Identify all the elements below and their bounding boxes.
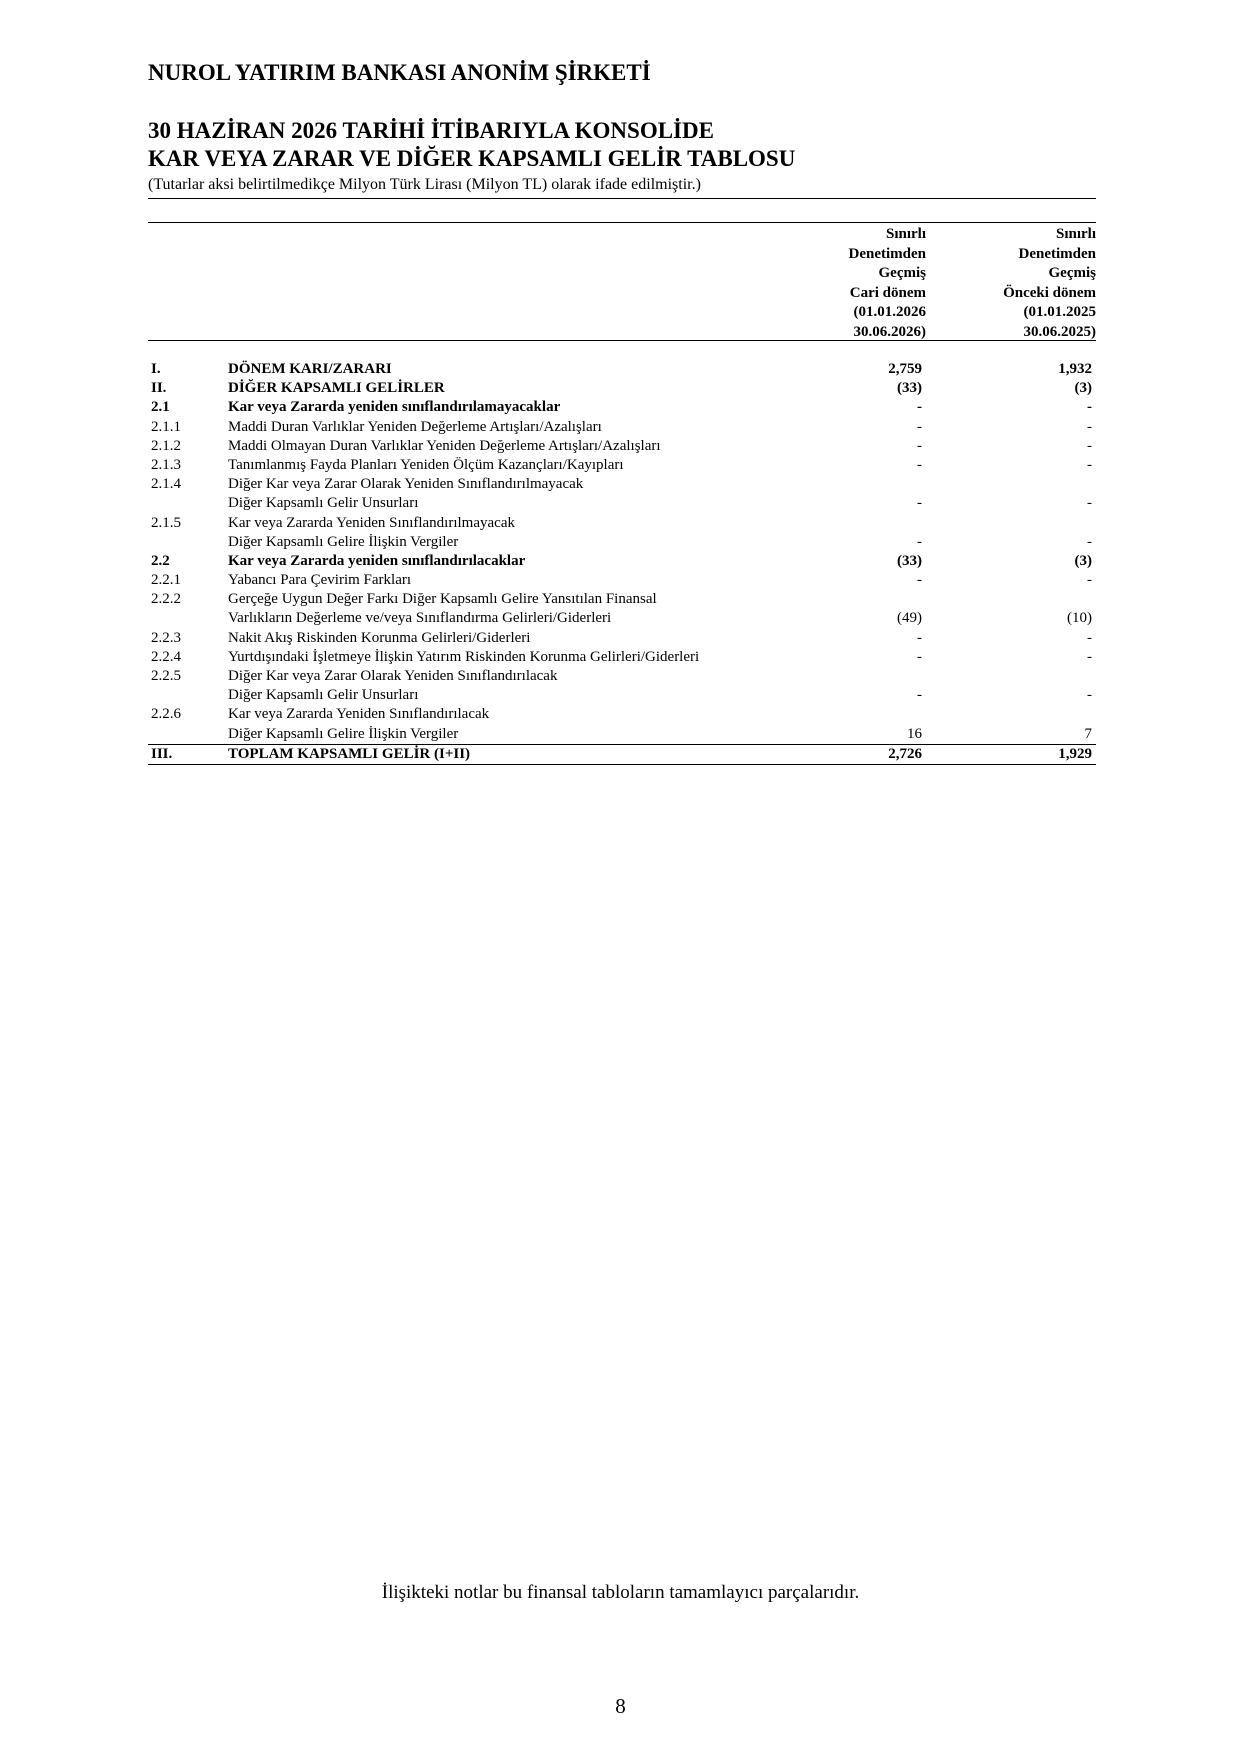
row-label: Tanımlanmış Fayda Planları Yeniden Ölçüm Kazançları/Kayıpları bbox=[228, 456, 624, 473]
row-label: Kar veya Zararda Yeniden Sınıflandırılmayacak bbox=[228, 514, 515, 531]
row-code: 2.1.1 bbox=[151, 418, 181, 435]
current-period-value: 2,759 bbox=[888, 361, 922, 377]
row-label: Kar veya Zararda yeniden sınıflandırılamayacaklar bbox=[228, 399, 561, 416]
table-row bbox=[148, 533, 1096, 552]
prior-period-value: - bbox=[1087, 533, 1092, 550]
row-label: TOPLAM KAPSAMLI GELİR (I+II) bbox=[228, 745, 471, 762]
row-code: I. bbox=[151, 361, 161, 377]
prior-period-value: - bbox=[1087, 495, 1092, 512]
table-row bbox=[148, 552, 1096, 571]
prior-period-value: (3) bbox=[1074, 552, 1092, 569]
row-code: 2.2.2 bbox=[151, 591, 181, 608]
prior-period-value: - bbox=[1087, 572, 1092, 589]
column-header-line: Sınırlı bbox=[885, 226, 926, 242]
total-row bbox=[148, 744, 1096, 765]
column-header-line: Geçmiş bbox=[878, 265, 926, 281]
row-code: 2.2.4 bbox=[151, 648, 181, 665]
row-label: Diğer Kapsamlı Gelire İlişkin Vergiler bbox=[228, 725, 459, 742]
table-row bbox=[148, 705, 1096, 724]
column-header-prior bbox=[946, 225, 1096, 342]
row-code: 2.2 bbox=[151, 552, 170, 569]
row-label: Kar veya Zararda yeniden sınıflandırılacaklar bbox=[228, 552, 526, 569]
row-code: 2.1.5 bbox=[151, 514, 181, 531]
table-row bbox=[148, 437, 1096, 456]
header-top-rule bbox=[148, 222, 1096, 223]
column-header-line: Önceki dönem bbox=[1003, 284, 1096, 301]
column-header-line: Geçmiş bbox=[1048, 265, 1096, 281]
column-header-line: 30.06.2025) bbox=[1023, 323, 1096, 340]
table-row bbox=[148, 667, 1096, 686]
row-label: Maddi Olmayan Duran Varlıklar Yeniden Değerleme Artışları/Azalışları bbox=[228, 437, 661, 454]
prior-period-value: (10) bbox=[1067, 610, 1092, 627]
table-row bbox=[148, 590, 1096, 609]
table-row bbox=[148, 398, 1096, 417]
row-label: Diğer Kar veya Zarar Olarak Yeniden Sınıflandırılacak bbox=[228, 668, 558, 684]
current-period-value: - bbox=[917, 456, 922, 473]
row-label: Nakit Akış Riskinden Korunma Gelirleri/Giderleri bbox=[228, 629, 531, 646]
table-row bbox=[148, 475, 1096, 494]
current-period-value: - bbox=[917, 629, 922, 646]
current-period-value: - bbox=[917, 572, 922, 589]
prior-period-value: (3) bbox=[1074, 380, 1092, 397]
row-label: Yabancı Para Çevirim Farkları bbox=[228, 572, 412, 589]
page-number: 8 bbox=[615, 1694, 626, 1718]
column-header-line: Denetimden bbox=[848, 245, 926, 262]
row-label: Diğer Kapsamlı Gelir Unsurları bbox=[228, 687, 419, 704]
current-period-value: (33) bbox=[897, 552, 922, 569]
column-header-line: (01.01.2025 bbox=[1023, 304, 1096, 320]
row-code: III. bbox=[151, 745, 173, 762]
current-period-value: (49) bbox=[897, 610, 922, 627]
table-row bbox=[148, 360, 1096, 379]
company-name: NUROL YATIRIM BANKASI ANONİM ŞİRKETİ bbox=[148, 60, 651, 85]
income-statement-table bbox=[148, 360, 1096, 765]
row-code: II. bbox=[151, 380, 167, 397]
row-label: Diğer Kapsamlı Gelir Unsurları bbox=[228, 495, 419, 512]
top-rule bbox=[148, 198, 1096, 199]
table-row bbox=[148, 379, 1096, 398]
table-row bbox=[148, 514, 1096, 533]
row-code: 2.2.6 bbox=[151, 706, 181, 723]
table-row bbox=[148, 686, 1096, 705]
column-header-line: (01.01.2026 bbox=[853, 304, 926, 320]
table-row bbox=[148, 494, 1096, 513]
table-row bbox=[148, 629, 1096, 648]
header-bottom-rule bbox=[148, 340, 1096, 341]
prior-period-value: 1,929 bbox=[1058, 745, 1092, 762]
row-code: 2.2.1 bbox=[151, 572, 181, 589]
row-label: Diğer Kapsamlı Gelire İlişkin Vergiler bbox=[228, 533, 459, 550]
row-code: 2.1.4 bbox=[151, 476, 181, 493]
prior-period-value: - bbox=[1087, 687, 1092, 704]
row-code: 2.2.5 bbox=[151, 668, 181, 684]
row-label: DÖNEM KARI/ZARARI bbox=[228, 361, 392, 377]
table-row bbox=[148, 456, 1096, 475]
row-code: 2.1 bbox=[151, 399, 170, 416]
current-period-value: 2,726 bbox=[888, 745, 922, 762]
column-header-line: Cari dönem bbox=[849, 284, 926, 301]
row-code: 2.2.3 bbox=[151, 629, 181, 646]
current-period-value: - bbox=[917, 399, 922, 416]
statement-title-line2: KAR VEYA ZARAR VE DİĞER KAPSAMLI GELİR TABLOSU bbox=[148, 146, 796, 171]
current-period-value: - bbox=[917, 687, 922, 704]
row-label: DİĞER KAPSAMLI GELİRLER bbox=[228, 380, 445, 397]
current-period-value: - bbox=[917, 533, 922, 550]
row-label: Diğer Kar veya Zarar Olarak Yeniden Sınıflandırılmayacak bbox=[228, 476, 584, 493]
statement-title-line1: 30 HAZİRAN 2026 TARİHİ İTİBARIYLA KONSOLİDE bbox=[148, 118, 714, 143]
current-period-value: 16 bbox=[907, 725, 922, 742]
table-row bbox=[148, 725, 1096, 744]
row-label: Maddi Duran Varlıklar Yeniden Değerleme Artışları/Azalışları bbox=[228, 418, 602, 435]
column-header-line: Sınırlı bbox=[1055, 226, 1096, 242]
column-header-line: Denetimden bbox=[1018, 245, 1096, 262]
prior-period-value: 7 bbox=[1084, 725, 1092, 742]
prior-period-value: - bbox=[1087, 629, 1092, 646]
table-row bbox=[148, 648, 1096, 667]
table-row bbox=[148, 609, 1096, 628]
prior-period-value: - bbox=[1087, 418, 1092, 435]
row-label: Kar veya Zararda Yeniden Sınıflandırılacak bbox=[228, 706, 490, 723]
statement-subtitle: (Tutarlar aksi belirtilmedikçe Milyon Türk Lirası (Milyon TL) olarak ifade edilmiştir.) bbox=[148, 176, 701, 193]
row-label: Yurtdışındaki İşletmeye İlişkin Yatırım Riskinden Korunma Gelirleri/Giderleri bbox=[228, 648, 700, 665]
current-period-value: (33) bbox=[897, 380, 922, 397]
table-row bbox=[148, 571, 1096, 590]
row-code: 2.1.2 bbox=[151, 437, 181, 454]
current-period-value: - bbox=[917, 418, 922, 435]
prior-period-value: - bbox=[1087, 648, 1092, 665]
footer-note: İlişikteki notlar bu finansal tabloların tamamlayıcı parçalarıdır. bbox=[381, 1582, 860, 1603]
prior-period-value: - bbox=[1087, 399, 1092, 416]
table-row bbox=[148, 418, 1096, 437]
prior-period-value: - bbox=[1087, 456, 1092, 473]
current-period-value: - bbox=[917, 648, 922, 665]
column-header-current bbox=[780, 225, 926, 342]
row-code: 2.1.3 bbox=[151, 456, 181, 473]
prior-period-value: - bbox=[1087, 437, 1092, 454]
current-period-value: - bbox=[917, 495, 922, 512]
prior-period-value: 1,932 bbox=[1058, 361, 1092, 377]
row-label: Gerçeğe Uygun Değer Farkı Diğer Kapsamlı Gelire Yansıtılan Finansal bbox=[228, 591, 657, 608]
column-header-line: 30.06.2026) bbox=[853, 323, 926, 340]
row-label: Varlıkların Değerleme ve/veya Sınıflandırma Gelirleri/Giderleri bbox=[228, 610, 612, 627]
current-period-value: - bbox=[917, 437, 922, 454]
